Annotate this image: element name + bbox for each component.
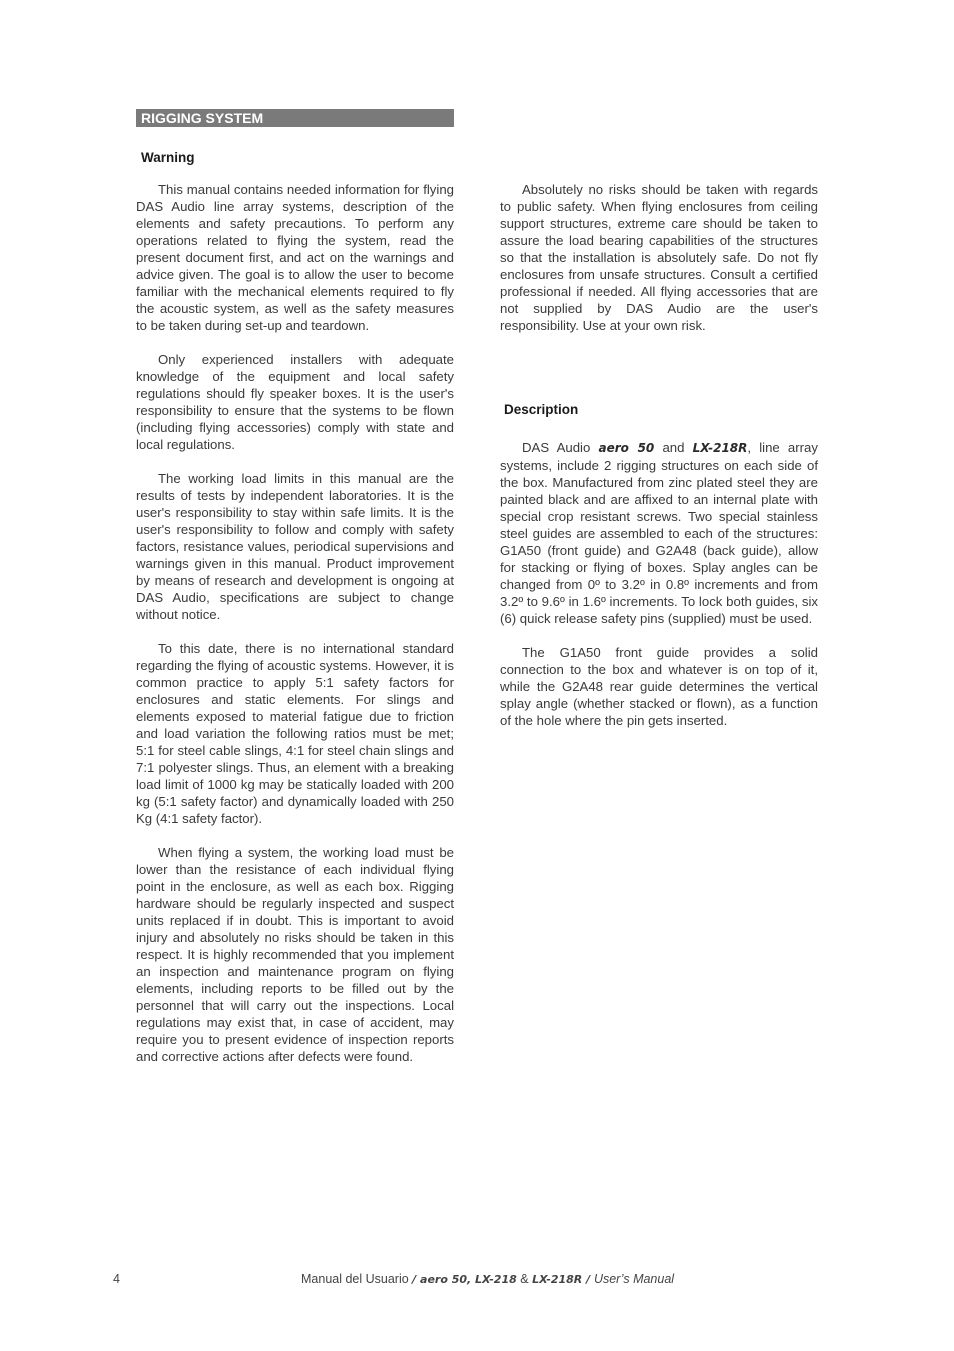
footer-model-3: LX-218R [532,1273,583,1286]
product-lx218r: LX-218R [692,441,748,455]
left-column [136,181,454,1082]
footer-manual-es: Manual del Usuario [301,1272,413,1286]
description-heading: Description [504,402,579,417]
page-number: 4 [113,1272,120,1286]
description-paragraph-1 [500,439,818,627]
right-column-top [500,181,818,351]
warning-heading: Warning [141,150,195,165]
footer-sep-1: / [412,1273,421,1286]
desc-lead: DAS Audio [522,440,599,455]
footer-sep-2: / [582,1273,594,1286]
public-safety-paragraph: Absolutely no risks should be taken with regards to public safety. When flying enclosures from ceiling support structures, extreme care should be taken to assure the load bearing capabilities of the structures so that the installation is absolutely safe. Do not fly enclosures from unsafe structures. Consult a certified professional if needed. All flying accessories that are not supplied by DAS Audio are the user's responsibility. Use at your own risk. [500,182,818,333]
section-title-bar [136,109,454,127]
footer-models: aero 50, LX-218 [420,1273,517,1286]
desc-rest: , line array systems, include 2 rigging structures on each side of the box. Manufactured from zinc plated steel they are painted black and are affixed to an internal plate with special crop resistant screws. Two special stainless steel guides are assembled to each of the structures: G1A50 (front guide) and G2A48 (back guide), allow for stacking or flying of boxes. Splay angles can be changed from 0º to 3.2º in 0.8º increments and from 3.2º to 9.6º in 1.6º increments. To lock both guides, six (6) quick release safety pins (supplied) must be used. [500,440,818,626]
footer-manual-en: User’s Manual [593,1272,675,1286]
description-paragraph-2: The G1A50 front guide provides a solid connection to the box and whatever is on top of it, while the G2A48 rear guide determines the vertical splay angle (whether stacked or flown), as a function of the hole where the pin gets inserted. [500,645,818,728]
desc-and: and [654,440,693,455]
product-aero50: aero 50 [598,441,655,455]
section-title: RIGGING SYSTEM [141,110,264,126]
warning-paragraph-4: To this date, there is no international standard regarding the flying of acoustic systems. However, it is common practice to apply 5:1 safety factors for enclosures and static elements. For slings and elements exposed to material fatigue due to friction and load variation the following ratios must be met; 5:1 for steel cable slings, 4:1 for steel chain slings and 7:1 polyester slings. Thus, an element with a breaking load limit of 1000 kg may be statically loaded with 200 kg (5:1 safety factor) and dynamically loaded with 250 Kg (4:1 safety factor). [136,641,454,826]
warning-paragraph-5: When flying a system, the working load must be lower than the resistance of each individual flying point in the enclosure, as well as each box. Rigging hardware should be regularly inspected and suspect units replaced if in doubt. This is important to avoid injury and absolutely no risks should be taken in this respect. It is highly recommended that you implement an inspection and maintenance program on flying elements, including reports to be filled out by the personnel that will carry out the inspections. Local regulations may exist that, in case of accident, may require you to present evidence of inspection reports and corrective actions after defects were found. [136,845,454,1064]
warning-paragraph-1: This manual contains needed information for flying DAS Audio line array systems, description of the elements and safety precautions. To perform any operations related to flying the system, read the present document first, and act on the warnings and advice given. The goal is to allow the user to become familiar with the mechanical elements required to fly the acoustic system, as well as the safety measures to be taken during set-up and teardown. [136,182,454,333]
footer-amp: & [516,1272,533,1286]
description-column [500,439,818,746]
warning-paragraph-3: The working load limits in this manual are the results of tests by independent laboratories. It is the user's responsibility to stay within safe limits. It is the user's responsibility to follow and comply with safety factors, resistance values, periodical supervisions and warnings given in this manual. Product improvement by means of research and development is ongoing at DAS Audio, specifications are subject to change without notice. [136,471,454,622]
page-footer [301,1272,674,1286]
warning-paragraph-2: Only experienced installers with adequate knowledge of the equipment and local safety regulations should fly speaker boxes. It is the user's responsibility to ensure that the systems to be flown (including flying accessories) comply with state and local regulations. [136,352,454,452]
